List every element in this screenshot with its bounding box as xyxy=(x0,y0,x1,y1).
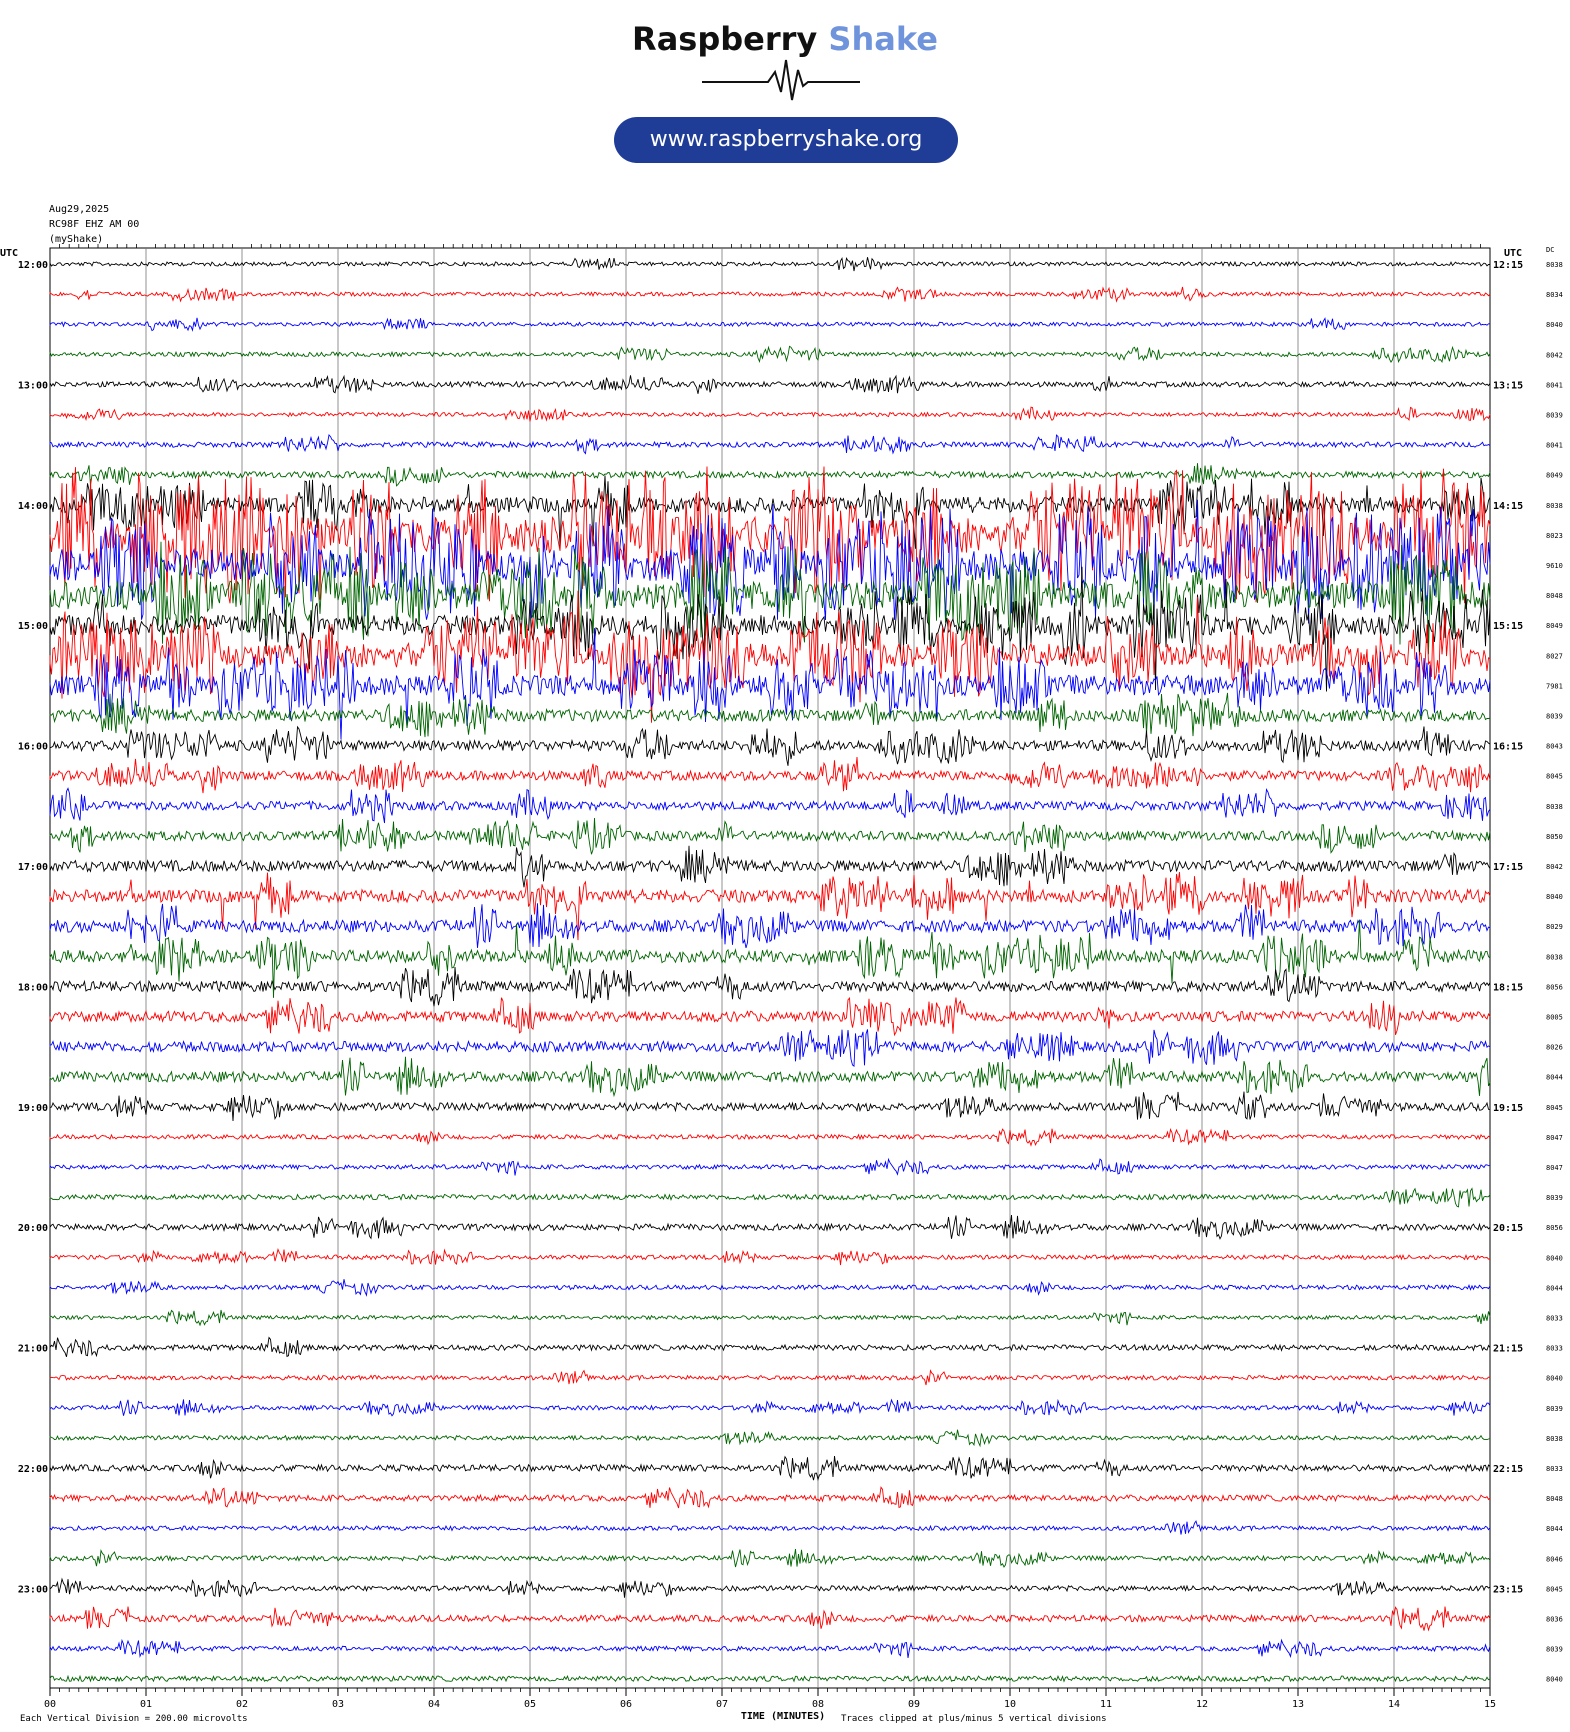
left-hour-label: 17:00 xyxy=(17,862,48,873)
dc-offset-label: 8026 xyxy=(1546,1043,1563,1052)
left-hour-label: 19:00 xyxy=(17,1102,48,1114)
dc-offset-label: 8045 xyxy=(1546,1103,1563,1112)
seismic-trace xyxy=(50,1640,1490,1658)
seismic-trace xyxy=(50,1029,1490,1066)
right-hour-label: 17:15 xyxy=(1493,862,1524,873)
x-tick-label: 12 xyxy=(1195,1699,1209,1710)
dc-offset-label: 8039 xyxy=(1546,411,1563,420)
dc-offset-label: 8038 xyxy=(1546,1434,1563,1443)
left-hour-label: 21:00 xyxy=(17,1343,48,1355)
left-hour-label: 20:00 xyxy=(17,1223,48,1235)
seismic-trace xyxy=(50,1430,1490,1446)
dc-offset-label: 8056 xyxy=(1546,983,1563,992)
seismic-trace xyxy=(50,818,1490,854)
right-hour-label: 20:15 xyxy=(1493,1223,1524,1235)
footer-clip-note: Traces clipped at plus/minus 5 vertical divisions xyxy=(841,1714,1107,1724)
seismic-trace xyxy=(50,1189,1490,1207)
dc-offset-label: 8033 xyxy=(1546,1344,1563,1353)
x-tick-label: 05 xyxy=(523,1699,537,1710)
x-tick-label: 03 xyxy=(331,1699,345,1710)
right-hour-label: 13:15 xyxy=(1493,380,1524,392)
dc-offset-label: 8048 xyxy=(1546,592,1563,601)
x-tick-label: 01 xyxy=(139,1699,153,1710)
dc-offset-label: 8005 xyxy=(1546,1013,1563,1022)
dc-offset-label: 8049 xyxy=(1546,622,1563,631)
dc-offset-label: 8027 xyxy=(1546,652,1563,661)
brand-main: Raspberry xyxy=(632,20,818,58)
dc-offset-label: 7981 xyxy=(1546,682,1563,691)
dc-offset-label: 8036 xyxy=(1546,1615,1563,1624)
seismic-trace xyxy=(50,788,1490,823)
seismic-trace xyxy=(50,967,1490,1006)
dc-offset-label: 8048 xyxy=(1546,1495,1563,1504)
x-tick-label: 15 xyxy=(1483,1699,1497,1710)
right-hour-label: 18:15 xyxy=(1493,982,1524,994)
x-tick-label: 10 xyxy=(1003,1699,1017,1710)
right-hour-label: 14:15 xyxy=(1493,500,1524,512)
x-tick-label: 04 xyxy=(427,1699,441,1710)
seismic-trace xyxy=(50,1549,1490,1567)
dc-offset-label: 9610 xyxy=(1546,562,1563,570)
footer-scale-note: Each Vertical Division = 200.00 microvolts xyxy=(20,1714,248,1724)
right-hour-label: 19:15 xyxy=(1493,1102,1524,1114)
seismic-trace xyxy=(50,346,1490,362)
seismic-trace xyxy=(50,1249,1490,1265)
dc-offset-label: 8044 xyxy=(1546,1525,1563,1534)
dc-offset-label: 8029 xyxy=(1546,923,1563,932)
dc-offset-label: 8039 xyxy=(1546,712,1563,721)
x-tick-label: 14 xyxy=(1387,1699,1401,1710)
dc-offset-label: 8033 xyxy=(1546,1465,1563,1473)
seismic-trace xyxy=(50,1129,1490,1146)
left-hour-label: 16:00 xyxy=(17,741,48,753)
left-hour-label: 14:00 xyxy=(17,500,48,512)
x-axis-label: TIME (MINUTES) xyxy=(740,1711,826,1722)
dc-offset-label: 8044 xyxy=(1546,1073,1563,1082)
seismic-trace xyxy=(50,727,1490,766)
right-hour-label: 15:15 xyxy=(1493,621,1524,633)
right-utc-label: UTC xyxy=(1504,248,1523,259)
dc-offset-label: 8041 xyxy=(1546,381,1563,390)
left-hour-label: 18:00 xyxy=(17,982,48,994)
left-hour-label: 13:00 xyxy=(17,380,48,392)
dc-offset-label: 8042 xyxy=(1546,863,1563,871)
dc-offset-label: 8040 xyxy=(1546,1675,1563,1684)
dc-offset-label: 8040 xyxy=(1546,321,1563,330)
seismic-trace xyxy=(50,1399,1490,1415)
seismic-trace xyxy=(50,591,1490,723)
dc-offset-label: 8044 xyxy=(1546,1284,1563,1293)
dc-offset-label: 8045 xyxy=(1546,1585,1563,1594)
right-hour-label: 16:15 xyxy=(1493,741,1524,753)
dc-offset-label: 8038 xyxy=(1546,501,1563,510)
x-tick-label: 06 xyxy=(619,1699,633,1710)
seismic-trace xyxy=(50,1607,1490,1631)
left-hour-label: 23:00 xyxy=(17,1584,48,1596)
seismic-trace xyxy=(50,1487,1490,1508)
station-label: RC98F EHZ AM 00 xyxy=(49,219,140,230)
dc-offset-label: 8039 xyxy=(1546,1404,1563,1413)
dc-offset-label: 8023 xyxy=(1546,531,1563,540)
dc-offset-label: 8050 xyxy=(1546,832,1563,841)
seismic-trace xyxy=(50,463,1490,486)
x-tick-label: 13 xyxy=(1291,1699,1305,1710)
right-hour-label: 21:15 xyxy=(1493,1343,1524,1355)
dc-offset-label: 8042 xyxy=(1546,351,1563,360)
seismic-trace xyxy=(50,1676,1490,1681)
seismic-trace xyxy=(50,998,1490,1035)
dc-offset-label: 8038 xyxy=(1546,802,1563,811)
left-utc-label: UTC xyxy=(0,248,19,259)
seismic-trace xyxy=(50,407,1490,421)
dc-offset-label: 8043 xyxy=(1546,742,1563,751)
website-url-pill[interactable]: www.raspberryshake.org xyxy=(614,117,958,163)
seismic-trace xyxy=(50,1092,1490,1121)
left-hour-label: 12:00 xyxy=(17,260,48,271)
dc-offset-label: 8040 xyxy=(1546,1254,1563,1263)
dc-offset-label: 8047 xyxy=(1546,1133,1563,1142)
brand-accent: Shake xyxy=(828,20,938,58)
right-hour-label: 22:15 xyxy=(1493,1464,1524,1475)
seismic-trace xyxy=(50,1338,1490,1357)
seismic-trace xyxy=(50,257,1490,271)
dc-offset-label: 8047 xyxy=(1546,1164,1563,1172)
x-tick-label: 07 xyxy=(715,1699,729,1710)
seismic-trace xyxy=(50,287,1490,302)
seismic-trace xyxy=(50,1279,1490,1295)
seismic-trace xyxy=(50,757,1490,793)
x-tick-label: 08 xyxy=(811,1699,825,1710)
x-tick-label: 09 xyxy=(907,1699,921,1710)
dc-offset-label: 8046 xyxy=(1546,1555,1563,1564)
seismic-trace xyxy=(50,1521,1490,1534)
seismic-trace xyxy=(50,375,1490,394)
dc-offset-label: 8040 xyxy=(1546,893,1563,902)
network-label: (myShake) xyxy=(49,234,104,245)
seismic-trace xyxy=(50,1371,1490,1385)
right-hour-label: 12:15 xyxy=(1493,260,1524,271)
seismic-trace xyxy=(50,1456,1490,1480)
dc-offset-label: 8040 xyxy=(1546,1374,1563,1383)
dc-offset-label: 8041 xyxy=(1546,441,1563,450)
seismic-trace xyxy=(50,1057,1490,1096)
dc-offset-label: 8045 xyxy=(1546,772,1563,781)
dc-offset-label: 8049 xyxy=(1546,471,1563,480)
seismic-trace xyxy=(50,318,1490,331)
x-tick-label: 02 xyxy=(235,1699,249,1710)
dc-offset-label: 8039 xyxy=(1546,1645,1563,1654)
dc-offset-label: 8039 xyxy=(1546,1194,1563,1203)
seismic-trace xyxy=(50,1159,1490,1175)
seismic-trace xyxy=(50,1215,1490,1239)
seismic-trace xyxy=(50,1310,1490,1325)
dc-offset-label: 8056 xyxy=(1546,1224,1563,1233)
seismic-trace xyxy=(50,1579,1490,1598)
date-label: Aug29,2025 xyxy=(49,204,110,215)
left-hour-label: 15:00 xyxy=(17,621,48,633)
seismic-trace xyxy=(50,435,1490,454)
dc-offset-label: 8033 xyxy=(1546,1314,1563,1323)
plot-frame xyxy=(50,248,1490,1688)
dc-offset-label: 8034 xyxy=(1546,291,1563,300)
dc-offset-label: 8038 xyxy=(1546,261,1563,269)
right-hour-label: 23:15 xyxy=(1493,1584,1524,1596)
dc-header-label: DC xyxy=(1546,246,1555,254)
dc-offset-label: 8038 xyxy=(1546,953,1563,962)
seismic-trace xyxy=(50,846,1490,888)
left-hour-label: 22:00 xyxy=(17,1464,48,1475)
x-tick-label: 11 xyxy=(1099,1699,1113,1710)
x-tick-label: 00 xyxy=(43,1699,57,1710)
